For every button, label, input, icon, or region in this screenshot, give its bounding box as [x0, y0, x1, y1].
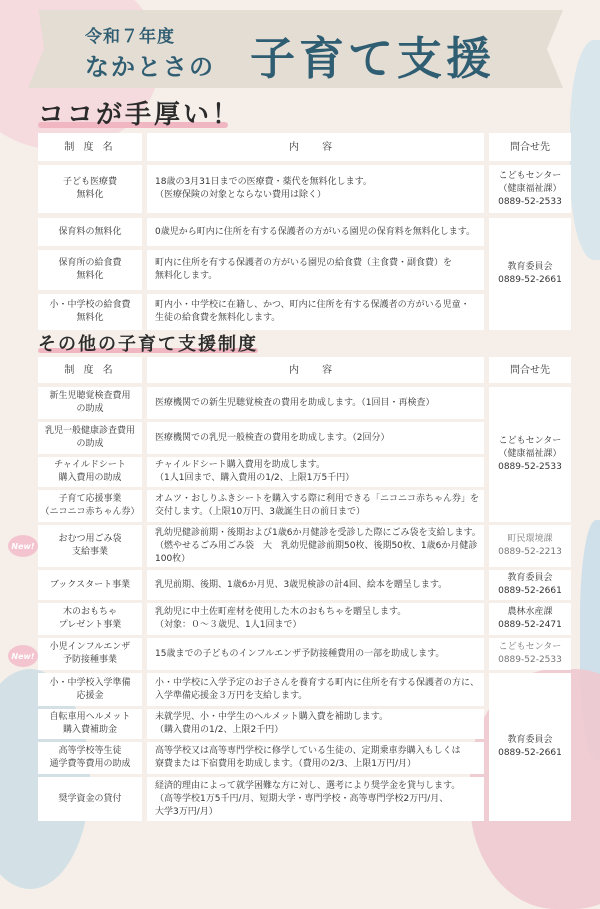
table-row-content: 町内小・中学校に在籍し、かつ、町内に住所を有する保護者の方がいる児童・ 生徒の給食費を無料化します。 [147, 294, 484, 330]
table-row-content: 0歳児から町内に住所を有する保護者の方がいる園児の保育料を無料化します。 [147, 218, 484, 246]
page-title: 子育て支援 [250, 32, 496, 85]
table-row-content: 18歳の3月31日までの医療費・薬代を無料化します。 （医療保険の対象とならない費用は除く） [147, 165, 484, 213]
table-row-content: 15歳までの子どものインフルエンザ予防接種費用の一部を助成します。 [147, 638, 484, 670]
table-row-name: 乳児一般健康診査費用 の助成 [38, 422, 142, 454]
new-badge: New! [8, 645, 38, 667]
table-row-content: 乳幼児に中土佐町産材を使用した木のおもちゃを贈呈します。 （対象：０～３歳児、1人1回まで） [147, 603, 484, 635]
table-row-content: オムツ・おしりふきシートを購入する際に利用できる「ニコニコ赤ちゃん券」を 交付します。（上限10万円、3歳誕生日の前日まで） [147, 490, 484, 522]
table-row-content: 高等学校又は高等専門学校に修学している生徒の、定期乗車券購入もしくは 寮費または下宿費用を助成します。（費用の2/3、上限1万円/月） [147, 742, 484, 774]
contact-kodomo-center: こどもセンター （健康福祉課） 0889-52-2533 [489, 165, 571, 213]
table2-header-name: 制 度 名 [38, 357, 142, 383]
table2-header-content: 内 容 [147, 357, 484, 383]
contact-education-board: 教育委員会 0889-52-2661 [489, 570, 571, 600]
new-badge: New! [8, 535, 38, 557]
table-row-name: 子ども医療費 無料化 [38, 165, 142, 213]
table-row-content: 乳児前期、後期、1歳6か月児、3歳児検診の計4回、絵本を贈呈します。 [147, 570, 484, 600]
table-row-content: 小・中学校に入学予定のお子さんを養育する町内に住所を有する保護者の方に、 入学準備応援金３万円を支給します。 [147, 673, 484, 706]
table-row-name: 小・中学校入学準備 応援金 [38, 673, 142, 706]
table-row-name: 小・中学校の給食費 無料化 [38, 294, 142, 330]
banner-place: なかとさの [85, 53, 215, 81]
table-row-name: 保育所の給食費 無料化 [38, 250, 142, 290]
table-row-name: ブックスタート事業 [38, 570, 142, 600]
table1-header-contact: 問合せ先 [489, 133, 571, 161]
table-row-content: 医療機関での乳児一般検査の費用を助成します。（2回分） [147, 422, 484, 454]
contact-kodomo-center: こどもセンター 0889-52-2533 [489, 638, 571, 670]
section-title-main: ココが手厚い！ [38, 100, 242, 130]
table1-header-name: 制 度 名 [38, 133, 142, 161]
table-row-name: 保育料の無料化 [38, 218, 142, 246]
table-row-name: おむつ用ごみ袋 支給事業 [38, 525, 142, 567]
contact-town-env: 町民環境課 0889-52-2213 [489, 525, 571, 567]
table-row-name: 自転車用ヘルメット 購入費補助金 [38, 709, 142, 739]
table-row-content: 町内に住所を有する保護者の方がいる園児の給食費（主食費・副食費）を 無料化します。 [147, 250, 484, 290]
table-row-name: チャイルドシート 購入費用の助成 [38, 457, 142, 487]
contact-education-board: 教育委員会 0889-52-2661 [489, 673, 571, 821]
section-title-other: その他の子育て支援制度 [38, 334, 258, 355]
table2-header-contact: 問合せ先 [489, 357, 571, 383]
table-row-name: 子育て応援事業 （ニコニコ赤ちゃん券） [38, 490, 142, 522]
table-row-content: 未就学児、小・中学生のヘルメット購入費を補助します。 （購入費用の1/2、上限2千円） [147, 709, 484, 739]
contact-kodomo-center: こどもセンター （健康福祉課） 0889-52-2533 [489, 387, 571, 522]
bg-blob-top-right [570, 40, 600, 260]
table-row-content: 経済的理由によって就学困難な方に対し、選考により奨学金を貸与します。 （高等学校1万5千円/月、短期大学・専門学校・高等専門学校2万円/月、 大学3万円/月） [147, 777, 484, 821]
table-row-content: 乳幼児健診前期・後期および1歳6か月健診を受診した際にごみ袋を支給します。 （燃やせるごみ用ごみ袋 大 乳幼児健診前期50枚、後期50枚、1歳6か月健診 100枚） [147, 525, 484, 567]
table-row-name: 小児インフルエンザ 予防接種事業 [38, 638, 142, 670]
table-row-name: 新生児聴覚検査費用 の助成 [38, 387, 142, 419]
banner-year: 令和７年度 [85, 27, 175, 47]
table-row-content: 医療機関での新生児聴覚検査の費用を助成します。（1回目・再検査） [147, 387, 484, 419]
table-row-name: 奨学資金の貸付 [38, 777, 142, 821]
table1-header-content: 内 容 [147, 133, 484, 161]
table-row-content: チャイルドシート購入費用を助成します。 （1人1回まで、購入費用の1/2、上限1万5千円） [147, 457, 484, 487]
contact-education-board: 教育委員会 0889-52-2661 [489, 218, 571, 330]
table-row-name: 高等学校等生徒 通学費等費用の助成 [38, 742, 142, 774]
contact-agriculture: 農林水産課 0889-52-2471 [489, 603, 571, 635]
table-row-name: 木のおもちゃ プレゼント事業 [38, 603, 142, 635]
